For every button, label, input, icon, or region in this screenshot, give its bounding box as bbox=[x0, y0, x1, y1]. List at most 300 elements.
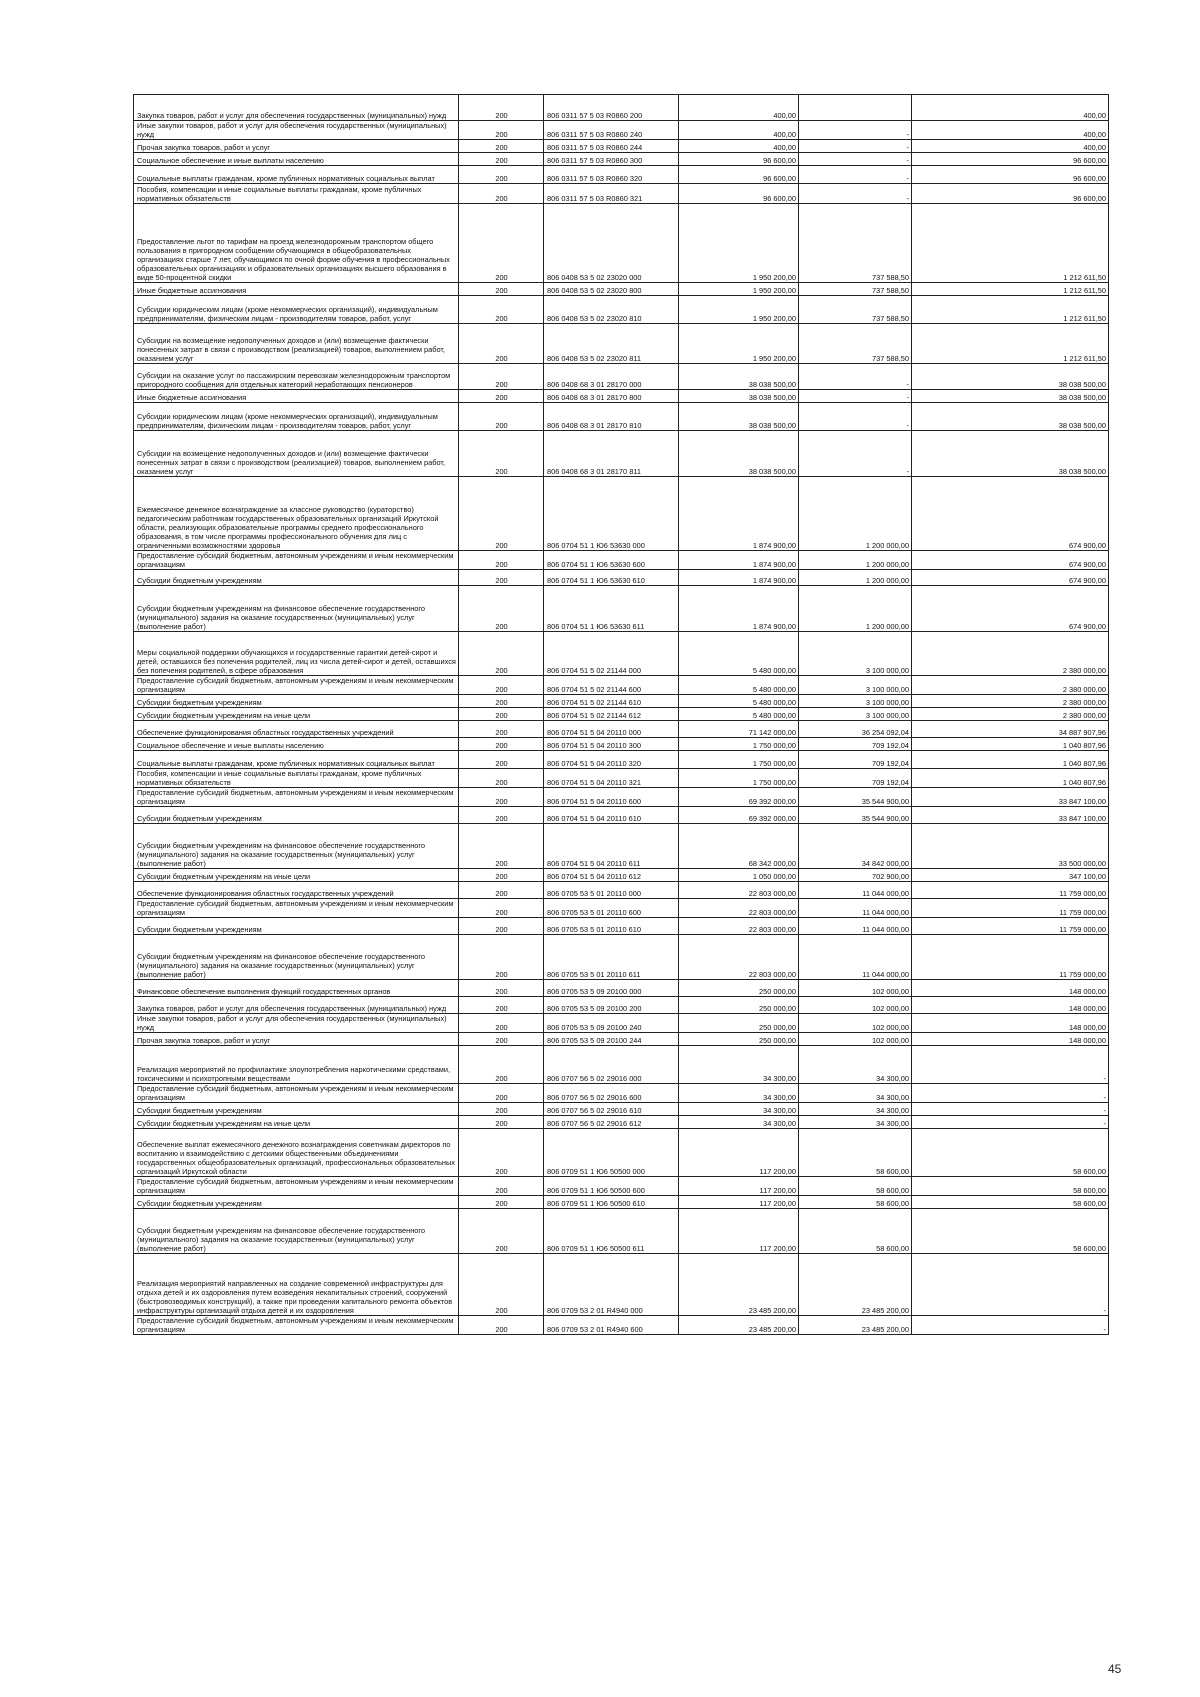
row-amount-1: 34 300,00 bbox=[679, 1103, 799, 1116]
row-name: Предоставление субсидий бюджетным, автономным учреждениям и иным некоммерческим организациям bbox=[134, 1084, 459, 1103]
row-amount-1: 400,00 bbox=[679, 140, 799, 153]
row-amount-1: 96 600,00 bbox=[679, 153, 799, 166]
row-name: Субсидии бюджетным учреждениям bbox=[134, 570, 459, 586]
row-amount-1: 250 000,00 bbox=[679, 980, 799, 997]
row-budget-code: 806 0704 51 5 04 20110 321 bbox=[544, 769, 679, 788]
row-amount-1: 1 750 000,00 bbox=[679, 751, 799, 769]
row-type-code: 200 bbox=[459, 1014, 544, 1033]
row-name: Обеспечение функционирования областных государственных учреждений bbox=[134, 721, 459, 738]
row-amount-3: 2 380 000,00 bbox=[912, 632, 1109, 676]
row-type-code: 200 bbox=[459, 1116, 544, 1129]
row-name: Меры социальной поддержки обучающихся и государственные гарантии детей-сирот и детей, оставшихся без попечения родителей, лиц из числа детей-сирот и детей, оставшихся без попечения родителей, в сфере образования bbox=[134, 632, 459, 676]
row-amount-2: 3 100 000,00 bbox=[799, 695, 912, 708]
row-amount-3: 1 040 807,96 bbox=[912, 769, 1109, 788]
row-name: Субсидии бюджетным учреждениям на финансовое обеспечение государственного (муниципального) задания на оказание государственных (муниципальных) услуг (выполнение работ) bbox=[134, 586, 459, 632]
table-row bbox=[134, 1014, 1109, 1033]
row-amount-3: 38 038 500,00 bbox=[912, 403, 1109, 431]
row-amount-2: 34 300,00 bbox=[799, 1046, 912, 1084]
row-budget-code: 806 0704 51 5 04 20110 611 bbox=[544, 824, 679, 869]
table-row bbox=[134, 1196, 1109, 1209]
table-row bbox=[134, 824, 1109, 869]
row-amount-1: 5 480 000,00 bbox=[679, 676, 799, 695]
row-amount-2: 35 544 900,00 bbox=[799, 788, 912, 807]
row-amount-1: 117 200,00 bbox=[679, 1177, 799, 1196]
table-row bbox=[134, 882, 1109, 899]
row-amount-2: 102 000,00 bbox=[799, 1033, 912, 1046]
row-amount-2: - bbox=[799, 403, 912, 431]
table-row bbox=[134, 551, 1109, 570]
row-amount-1: 38 038 500,00 bbox=[679, 364, 799, 390]
table-row bbox=[134, 364, 1109, 390]
row-amount-2: 34 300,00 bbox=[799, 1103, 912, 1116]
row-amount-1: 117 200,00 bbox=[679, 1196, 799, 1209]
row-budget-code: 806 0709 53 2 01 R4940 000 bbox=[544, 1254, 679, 1316]
table-row bbox=[134, 184, 1109, 204]
row-amount-1: 400,00 bbox=[679, 95, 799, 121]
row-type-code: 200 bbox=[459, 676, 544, 695]
row-budget-code: 806 0311 57 5 03 R0860 240 bbox=[544, 121, 679, 140]
row-amount-3: 400,00 bbox=[912, 121, 1109, 140]
row-amount-2: 737 588,50 bbox=[799, 283, 912, 296]
row-budget-code: 806 0311 57 5 03 R0860 200 bbox=[544, 95, 679, 121]
row-budget-code: 806 0704 51 5 04 20110 300 bbox=[544, 738, 679, 751]
row-amount-2: 35 544 900,00 bbox=[799, 807, 912, 824]
row-name: Предоставление субсидий бюджетным, автономным учреждениям и иным некоммерческим организациям bbox=[134, 1177, 459, 1196]
row-amount-2: 36 254 092,04 bbox=[799, 721, 912, 738]
row-amount-2: 3 100 000,00 bbox=[799, 632, 912, 676]
budget-table-body bbox=[134, 95, 1109, 1335]
row-budget-code: 806 0705 53 5 09 20100 244 bbox=[544, 1033, 679, 1046]
row-amount-3: 1 040 807,96 bbox=[912, 751, 1109, 769]
row-budget-code: 806 0709 51 1 Ю6 50500 000 bbox=[544, 1129, 679, 1177]
row-amount-1: 5 480 000,00 bbox=[679, 695, 799, 708]
table-row bbox=[134, 935, 1109, 980]
row-name: Реализация мероприятий направленных на создание современной инфраструктуры для отдыха детей и их оздоровления путем возведения некапитальных строений, сооружений (быстровозводимых конструкций), а также при проведении капитального ремонта объектов инфраструктуры организаций отдыха детей и их оздоровления bbox=[134, 1254, 459, 1316]
row-budget-code: 806 0311 57 5 03 R0860 300 bbox=[544, 153, 679, 166]
row-type-code: 200 bbox=[459, 824, 544, 869]
row-budget-code: 806 0709 53 2 01 R4940 600 bbox=[544, 1316, 679, 1335]
row-name: Пособия, компенсации и иные социальные выплаты гражданам, кроме публичных нормативных обязательств bbox=[134, 184, 459, 204]
row-name: Реализация мероприятий по профилактике злоупотребления наркотическими средствами, токсическими и психотропными веществами bbox=[134, 1046, 459, 1084]
row-amount-2: 1 200 000,00 bbox=[799, 570, 912, 586]
row-budget-code: 806 0704 51 5 04 20110 320 bbox=[544, 751, 679, 769]
row-amount-2: 709 192,04 bbox=[799, 751, 912, 769]
table-row bbox=[134, 283, 1109, 296]
row-amount-3: 11 759 000,00 bbox=[912, 935, 1109, 980]
row-type-code: 200 bbox=[459, 95, 544, 121]
row-amount-3: 33 500 000,00 bbox=[912, 824, 1109, 869]
row-amount-3: 400,00 bbox=[912, 140, 1109, 153]
table-row bbox=[134, 869, 1109, 882]
budget-table bbox=[133, 94, 1109, 1335]
row-amount-2: 102 000,00 bbox=[799, 980, 912, 997]
row-budget-code: 806 0408 68 3 01 28170 000 bbox=[544, 364, 679, 390]
row-type-code: 200 bbox=[459, 899, 544, 918]
row-amount-3: - bbox=[912, 1254, 1109, 1316]
row-name: Прочая закупка товаров, работ и услуг bbox=[134, 1033, 459, 1046]
row-name: Иные закупки товаров, работ и услуг для обеспечения государственных (муниципальных) нужд bbox=[134, 1014, 459, 1033]
row-amount-3: 33 847 100,00 bbox=[912, 807, 1109, 824]
row-amount-3: 2 380 000,00 bbox=[912, 695, 1109, 708]
row-amount-2: 58 600,00 bbox=[799, 1129, 912, 1177]
row-name: Предоставление субсидий бюджетным, автономным учреждениям и иным некоммерческим организациям bbox=[134, 551, 459, 570]
row-budget-code: 806 0311 57 5 03 R0860 321 bbox=[544, 184, 679, 204]
row-budget-code: 806 0705 53 5 01 20110 600 bbox=[544, 899, 679, 918]
row-amount-3: 96 600,00 bbox=[912, 153, 1109, 166]
row-amount-3: 2 380 000,00 bbox=[912, 708, 1109, 721]
row-type-code: 200 bbox=[459, 807, 544, 824]
row-budget-code: 806 0408 68 3 01 28170 800 bbox=[544, 390, 679, 403]
row-name: Субсидии юридическим лицам (кроме некоммерческих организаций), индивидуальным предпринимателям, физическим лицам - производителям товаров, работ, услуг bbox=[134, 403, 459, 431]
table-row bbox=[134, 153, 1109, 166]
row-amount-2: 11 044 000,00 bbox=[799, 918, 912, 935]
row-name: Пособия, компенсации и иные социальные выплаты гражданам, кроме публичных нормативных обязательств bbox=[134, 769, 459, 788]
row-name: Предоставление субсидий бюджетным, автономным учреждениям и иным некоммерческим организациям bbox=[134, 676, 459, 695]
row-type-code: 200 bbox=[459, 1033, 544, 1046]
row-budget-code: 806 0705 53 5 01 20110 610 bbox=[544, 918, 679, 935]
row-amount-1: 117 200,00 bbox=[679, 1209, 799, 1254]
row-type-code: 200 bbox=[459, 632, 544, 676]
row-budget-code: 806 0704 51 1 Ю6 53630 000 bbox=[544, 477, 679, 551]
row-amount-3: 148 000,00 bbox=[912, 1014, 1109, 1033]
row-budget-code: 806 0408 53 5 02 23020 810 bbox=[544, 296, 679, 324]
row-amount-3: 38 038 500,00 bbox=[912, 364, 1109, 390]
row-type-code: 200 bbox=[459, 431, 544, 477]
row-amount-1: 5 480 000,00 bbox=[679, 708, 799, 721]
row-type-code: 200 bbox=[459, 708, 544, 721]
row-amount-1: 1 874 900,00 bbox=[679, 586, 799, 632]
row-name: Социальные выплаты гражданам, кроме публичных нормативных социальных выплат bbox=[134, 166, 459, 184]
row-type-code: 200 bbox=[459, 140, 544, 153]
row-type-code: 200 bbox=[459, 869, 544, 882]
row-amount-1: 69 392 000,00 bbox=[679, 807, 799, 824]
row-name: Иные бюджетные ассигнования bbox=[134, 283, 459, 296]
row-type-code: 200 bbox=[459, 738, 544, 751]
row-amount-3: 33 847 100,00 bbox=[912, 788, 1109, 807]
row-name: Субсидии бюджетным учреждениям bbox=[134, 1196, 459, 1209]
row-type-code: 200 bbox=[459, 324, 544, 364]
row-type-code: 200 bbox=[459, 364, 544, 390]
row-amount-1: 22 803 000,00 bbox=[679, 935, 799, 980]
row-amount-1: 69 392 000,00 bbox=[679, 788, 799, 807]
row-budget-code: 806 0705 53 5 01 20110 611 bbox=[544, 935, 679, 980]
row-name: Субсидии на возмещение недополученных доходов и (или) возмещение фактически понесенных затрат в связи с производством (реализацией) товаров, выполнением работ, оказанием услуг bbox=[134, 431, 459, 477]
row-name: Закупка товаров, работ и услуг для обеспечения государственных (муниципальных) нужд bbox=[134, 95, 459, 121]
row-type-code: 200 bbox=[459, 283, 544, 296]
row-amount-3: 1 212 611,50 bbox=[912, 324, 1109, 364]
table-row bbox=[134, 788, 1109, 807]
row-name: Обеспечение выплат ежемесячного денежного вознаграждения советникам директоров по воспитанию и взаимодействию с детскими общественными объединениями государственных общеобразовательных организаций, профессиональных образовательных организаций Иркутской области bbox=[134, 1129, 459, 1177]
row-type-code: 200 bbox=[459, 153, 544, 166]
row-type-code: 200 bbox=[459, 477, 544, 551]
row-budget-code: 806 0707 56 5 02 29016 000 bbox=[544, 1046, 679, 1084]
row-name: Субсидии бюджетным учреждениям на финансовое обеспечение государственного (муниципального) задания на оказание государственных (муниципальных) услуг (выполнение работ) bbox=[134, 824, 459, 869]
table-row bbox=[134, 769, 1109, 788]
row-amount-1: 34 300,00 bbox=[679, 1116, 799, 1129]
row-name: Субсидии бюджетным учреждениям bbox=[134, 1103, 459, 1116]
row-type-code: 200 bbox=[459, 997, 544, 1014]
row-amount-1: 96 600,00 bbox=[679, 166, 799, 184]
row-budget-code: 806 0704 51 5 02 21144 610 bbox=[544, 695, 679, 708]
row-amount-2: 709 192,04 bbox=[799, 738, 912, 751]
row-budget-code: 806 0705 53 5 09 20100 200 bbox=[544, 997, 679, 1014]
row-name: Субсидии бюджетным учреждениям на иные цели bbox=[134, 869, 459, 882]
table-row bbox=[134, 390, 1109, 403]
row-budget-code: 806 0704 51 5 04 20110 000 bbox=[544, 721, 679, 738]
row-amount-2: 11 044 000,00 bbox=[799, 899, 912, 918]
row-type-code: 200 bbox=[459, 788, 544, 807]
row-budget-code: 806 0707 56 5 02 29016 610 bbox=[544, 1103, 679, 1116]
row-type-code: 200 bbox=[459, 721, 544, 738]
row-amount-1: 1 874 900,00 bbox=[679, 477, 799, 551]
row-amount-2: 3 100 000,00 bbox=[799, 676, 912, 695]
row-budget-code: 806 0704 51 5 04 20110 610 bbox=[544, 807, 679, 824]
row-type-code: 200 bbox=[459, 551, 544, 570]
row-type-code: 200 bbox=[459, 1129, 544, 1177]
row-name: Субсидии бюджетным учреждениям bbox=[134, 918, 459, 935]
row-amount-3: 347 100,00 bbox=[912, 869, 1109, 882]
row-amount-2: 3 100 000,00 bbox=[799, 708, 912, 721]
table-row bbox=[134, 477, 1109, 551]
row-amount-2: 102 000,00 bbox=[799, 997, 912, 1014]
row-amount-3: 148 000,00 bbox=[912, 1033, 1109, 1046]
row-amount-3: 674 900,00 bbox=[912, 551, 1109, 570]
table-row bbox=[134, 721, 1109, 738]
row-amount-2: - bbox=[799, 121, 912, 140]
row-amount-3: 11 759 000,00 bbox=[912, 918, 1109, 935]
table-row bbox=[134, 1103, 1109, 1116]
row-amount-1: 96 600,00 bbox=[679, 184, 799, 204]
row-amount-1: 250 000,00 bbox=[679, 1033, 799, 1046]
row-amount-1: 1 950 200,00 bbox=[679, 324, 799, 364]
row-amount-2: - bbox=[799, 390, 912, 403]
row-amount-3: 58 600,00 bbox=[912, 1196, 1109, 1209]
table-row bbox=[134, 632, 1109, 676]
row-amount-1: 22 803 000,00 bbox=[679, 918, 799, 935]
row-budget-code: 806 0705 53 5 09 20100 240 bbox=[544, 1014, 679, 1033]
row-amount-3: 38 038 500,00 bbox=[912, 390, 1109, 403]
row-name: Предоставление субсидий бюджетным, автономным учреждениям и иным некоммерческим организациям bbox=[134, 899, 459, 918]
row-name: Социальное обеспечение и иные выплаты населению bbox=[134, 738, 459, 751]
row-amount-1: 400,00 bbox=[679, 121, 799, 140]
row-name: Закупка товаров, работ и услуг для обеспечения государственных (муниципальных) нужд bbox=[134, 997, 459, 1014]
row-amount-3: 1 212 611,50 bbox=[912, 296, 1109, 324]
table-row bbox=[134, 324, 1109, 364]
row-amount-3: 38 038 500,00 bbox=[912, 431, 1109, 477]
row-type-code: 200 bbox=[459, 1209, 544, 1254]
page-number: 45 bbox=[1108, 1662, 1122, 1676]
table-row bbox=[134, 899, 1109, 918]
row-amount-1: 68 342 000,00 bbox=[679, 824, 799, 869]
row-type-code: 200 bbox=[459, 390, 544, 403]
table-row bbox=[134, 1116, 1109, 1129]
row-budget-code: 806 0709 51 1 Ю6 50500 610 bbox=[544, 1196, 679, 1209]
row-name: Социальные выплаты гражданам, кроме публичных нормативных социальных выплат bbox=[134, 751, 459, 769]
row-type-code: 200 bbox=[459, 570, 544, 586]
row-amount-2: 23 485 200,00 bbox=[799, 1254, 912, 1316]
table-row bbox=[134, 140, 1109, 153]
row-amount-1: 38 038 500,00 bbox=[679, 431, 799, 477]
row-amount-1: 34 300,00 bbox=[679, 1046, 799, 1084]
row-amount-1: 38 038 500,00 bbox=[679, 403, 799, 431]
row-type-code: 200 bbox=[459, 751, 544, 769]
row-amount-3: 58 600,00 bbox=[912, 1177, 1109, 1196]
row-amount-3: - bbox=[912, 1316, 1109, 1335]
row-amount-2: - bbox=[799, 153, 912, 166]
row-amount-3: - bbox=[912, 1084, 1109, 1103]
row-budget-code: 806 0311 57 5 03 R0860 244 bbox=[544, 140, 679, 153]
row-amount-2 bbox=[799, 95, 912, 121]
row-amount-2: 23 485 200,00 bbox=[799, 1316, 912, 1335]
row-amount-1: 5 480 000,00 bbox=[679, 632, 799, 676]
row-name: Финансовое обеспечение выполнения функций государственных органов bbox=[134, 980, 459, 997]
row-name: Социальное обеспечение и иные выплаты населению bbox=[134, 153, 459, 166]
table-row bbox=[134, 738, 1109, 751]
row-budget-code: 806 0709 51 1 Ю6 50500 611 bbox=[544, 1209, 679, 1254]
row-amount-2: 737 588,50 bbox=[799, 204, 912, 283]
row-amount-3: 11 759 000,00 bbox=[912, 899, 1109, 918]
table-row bbox=[134, 676, 1109, 695]
row-amount-2: 1 200 000,00 bbox=[799, 477, 912, 551]
row-amount-2: 709 192,04 bbox=[799, 769, 912, 788]
table-row bbox=[134, 708, 1109, 721]
table-row bbox=[134, 296, 1109, 324]
row-amount-3: 674 900,00 bbox=[912, 586, 1109, 632]
row-amount-2: - bbox=[799, 364, 912, 390]
row-amount-1: 250 000,00 bbox=[679, 997, 799, 1014]
table-row bbox=[134, 95, 1109, 121]
row-amount-1: 23 485 200,00 bbox=[679, 1316, 799, 1335]
table-row bbox=[134, 403, 1109, 431]
row-name: Субсидии на оказание услуг по пассажирским перевозкам железнодорожным транспортом пригородного сообщения для отдельных категорий неработающих пенсионеров bbox=[134, 364, 459, 390]
row-amount-2: 34 842 000,00 bbox=[799, 824, 912, 869]
row-name: Прочая закупка товаров, работ и услуг bbox=[134, 140, 459, 153]
table-row bbox=[134, 121, 1109, 140]
row-budget-code: 806 0704 51 5 02 21144 600 bbox=[544, 676, 679, 695]
row-name: Субсидии бюджетным учреждениям на финансовое обеспечение государственного (муниципального) задания на оказание государственных (муниципальных) услуг (выполнение работ) bbox=[134, 935, 459, 980]
row-amount-3: 96 600,00 bbox=[912, 166, 1109, 184]
row-amount-1: 1 950 200,00 bbox=[679, 204, 799, 283]
budget-sheet bbox=[133, 94, 1108, 1335]
row-amount-1: 1 950 200,00 bbox=[679, 296, 799, 324]
row-amount-1: 22 803 000,00 bbox=[679, 882, 799, 899]
row-amount-3: 148 000,00 bbox=[912, 997, 1109, 1014]
table-row bbox=[134, 1254, 1109, 1316]
row-budget-code: 806 0704 51 5 04 20110 612 bbox=[544, 869, 679, 882]
row-amount-2: - bbox=[799, 431, 912, 477]
row-name: Субсидии юридическим лицам (кроме некоммерческих организаций), индивидуальным предпринимателям, физическим лицам - производителям товаров, работ, услуг bbox=[134, 296, 459, 324]
row-amount-3: 400,00 bbox=[912, 95, 1109, 121]
row-type-code: 200 bbox=[459, 204, 544, 283]
row-amount-2: - bbox=[799, 166, 912, 184]
table-row bbox=[134, 997, 1109, 1014]
row-budget-code: 806 0705 53 5 01 20110 000 bbox=[544, 882, 679, 899]
row-amount-3: 2 380 000,00 bbox=[912, 676, 1109, 695]
table-row bbox=[134, 1177, 1109, 1196]
table-row bbox=[134, 1046, 1109, 1084]
row-type-code: 200 bbox=[459, 935, 544, 980]
table-row bbox=[134, 695, 1109, 708]
row-type-code: 200 bbox=[459, 184, 544, 204]
row-name: Предоставление льгот по тарифам на проезд железнодорожным транспортом общего пользования в пригородном сообщении обучающимся в общеобразовательных организациях старше 7 лет, обучающимся по очной форме обучения в профессиональных образовательных организациях и образовательных организациях высшего образования в виде 50-процентной скидки bbox=[134, 204, 459, 283]
row-type-code: 200 bbox=[459, 121, 544, 140]
row-type-code: 200 bbox=[459, 1103, 544, 1116]
row-type-code: 200 bbox=[459, 586, 544, 632]
row-amount-3: 96 600,00 bbox=[912, 184, 1109, 204]
row-amount-1: 1 874 900,00 bbox=[679, 551, 799, 570]
row-budget-code: 806 0709 51 1 Ю6 50500 600 bbox=[544, 1177, 679, 1196]
row-amount-3: 674 900,00 bbox=[912, 477, 1109, 551]
row-name: Предоставление субсидий бюджетным, автономным учреждениям и иным некоммерческим организациям bbox=[134, 788, 459, 807]
row-amount-2: 1 200 000,00 bbox=[799, 551, 912, 570]
row-budget-code: 806 0704 51 5 02 21144 612 bbox=[544, 708, 679, 721]
row-amount-1: 1 874 900,00 bbox=[679, 570, 799, 586]
row-amount-1: 34 300,00 bbox=[679, 1084, 799, 1103]
row-name: Субсидии бюджетным учреждениям на финансовое обеспечение государственного (муниципального) задания на оказание государственных (муниципальных) услуг (выполнение работ) bbox=[134, 1209, 459, 1254]
row-budget-code: 806 0408 68 3 01 28170 810 bbox=[544, 403, 679, 431]
table-row bbox=[134, 166, 1109, 184]
table-row bbox=[134, 204, 1109, 283]
row-budget-code: 806 0704 51 5 04 20110 600 bbox=[544, 788, 679, 807]
row-amount-3: - bbox=[912, 1103, 1109, 1116]
row-name: Иные бюджетные ассигнования bbox=[134, 390, 459, 403]
row-amount-2: 34 300,00 bbox=[799, 1084, 912, 1103]
table-row bbox=[134, 1209, 1109, 1254]
row-amount-3: 1 040 807,96 bbox=[912, 738, 1109, 751]
table-row bbox=[134, 586, 1109, 632]
row-budget-code: 806 0408 53 5 02 23020 811 bbox=[544, 324, 679, 364]
row-budget-code: 806 0704 51 1 Ю6 53630 611 bbox=[544, 586, 679, 632]
row-amount-3: 1 212 611,50 bbox=[912, 204, 1109, 283]
row-name: Обеспечение функционирования областных государственных учреждений bbox=[134, 882, 459, 899]
row-budget-code: 806 0408 68 3 01 28170 811 bbox=[544, 431, 679, 477]
row-type-code: 200 bbox=[459, 1196, 544, 1209]
row-budget-code: 806 0705 53 5 09 20100 000 bbox=[544, 980, 679, 997]
row-name: Ежемесячное денежное вознаграждение за классное руководство (кураторство) педагогическим работникам государственных образовательных организаций Иркутской области, реализующих образовательные программы среднего профессионального образования, в том числе программы профессионального обучения для лиц с ограниченными возможностями здоровья bbox=[134, 477, 459, 551]
row-type-code: 200 bbox=[459, 1177, 544, 1196]
row-type-code: 200 bbox=[459, 769, 544, 788]
row-amount-3: 148 000,00 bbox=[912, 980, 1109, 997]
row-amount-2: - bbox=[799, 184, 912, 204]
table-row bbox=[134, 1316, 1109, 1335]
table-row bbox=[134, 980, 1109, 997]
table-row bbox=[134, 1084, 1109, 1103]
table-row bbox=[134, 807, 1109, 824]
row-budget-code: 806 0408 53 5 02 23020 000 bbox=[544, 204, 679, 283]
row-amount-3: 34 887 907,96 bbox=[912, 721, 1109, 738]
row-amount-2: 1 200 000,00 bbox=[799, 586, 912, 632]
row-amount-3: 58 600,00 bbox=[912, 1129, 1109, 1177]
row-amount-3: 11 759 000,00 bbox=[912, 882, 1109, 899]
row-amount-1: 1 750 000,00 bbox=[679, 769, 799, 788]
row-type-code: 200 bbox=[459, 1316, 544, 1335]
row-amount-1: 117 200,00 bbox=[679, 1129, 799, 1177]
row-amount-2: 11 044 000,00 bbox=[799, 882, 912, 899]
row-type-code: 200 bbox=[459, 1046, 544, 1084]
row-name: Субсидии бюджетным учреждениям bbox=[134, 695, 459, 708]
row-type-code: 200 bbox=[459, 882, 544, 899]
row-amount-2: 11 044 000,00 bbox=[799, 935, 912, 980]
row-budget-code: 806 0311 57 5 03 R0860 320 bbox=[544, 166, 679, 184]
row-type-code: 200 bbox=[459, 166, 544, 184]
row-amount-3: 1 212 611,50 bbox=[912, 283, 1109, 296]
table-row bbox=[134, 431, 1109, 477]
row-type-code: 200 bbox=[459, 918, 544, 935]
row-amount-2: 737 588,50 bbox=[799, 296, 912, 324]
row-amount-1: 250 000,00 bbox=[679, 1014, 799, 1033]
row-name: Субсидии бюджетным учреждениям bbox=[134, 807, 459, 824]
row-amount-2: - bbox=[799, 140, 912, 153]
